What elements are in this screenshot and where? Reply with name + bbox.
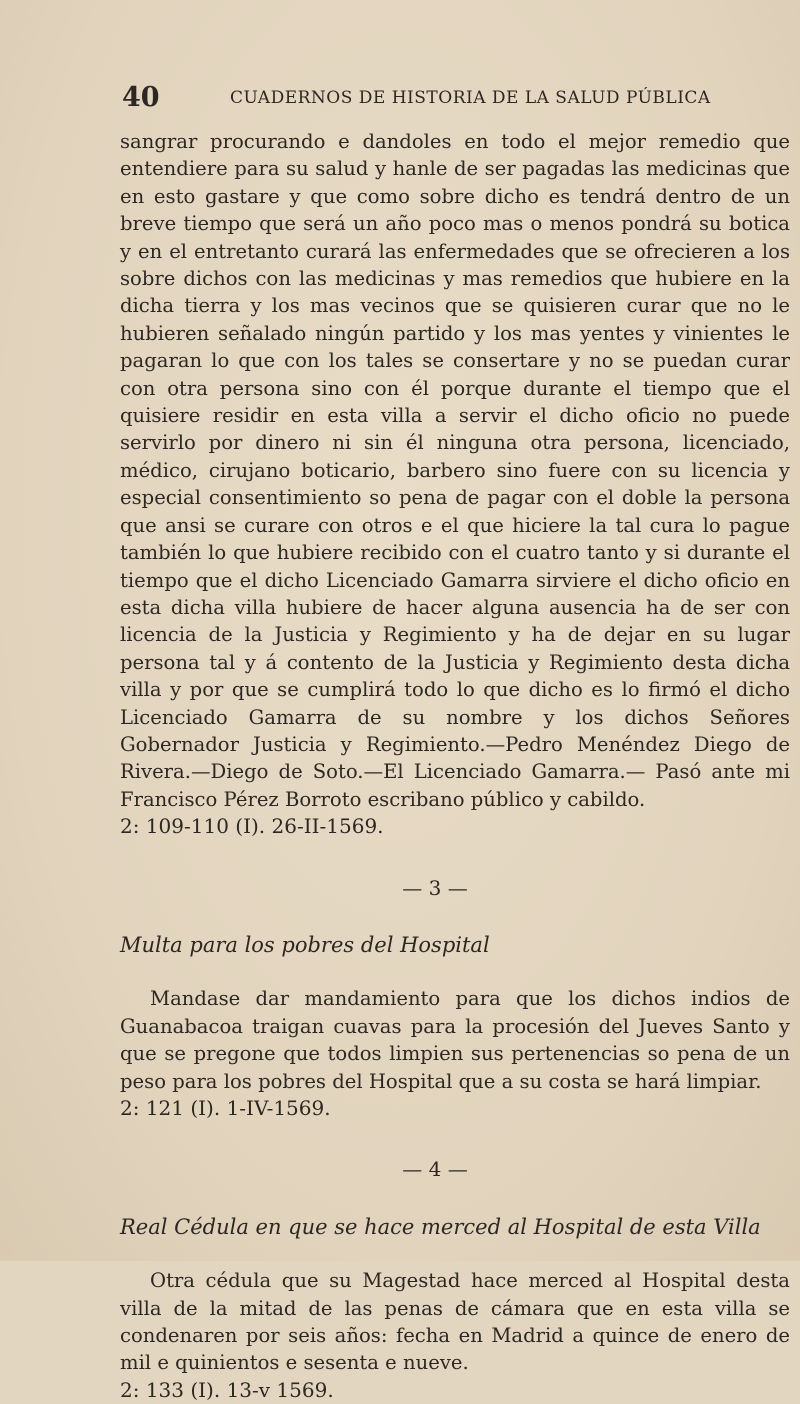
section-number: — 4 — (402, 1157, 468, 1182)
entry-reference: 2: 109-110 (I). 26-II-1569. (120, 814, 384, 839)
page-number: 40 (122, 82, 160, 113)
section-text: Mandase dar mandamiento para que los dichos indios de Guanabacoa traigan cuavas para la procesión del Jueves Santo y que se pregone que todos limpien sus pertenencias so pena de un peso para los pobres del Hospital que a su costa se hará limpiar. (120, 987, 790, 1093)
section-reference: 2: 121 (I). 1-IV-1569. (120, 1096, 331, 1120)
section-text: Otra cédula que su Magestad hace merced al Hospital desta villa de la mitad de las penas de cámara que en esta villa se condenaren por seis años: fecha en Madrid a quince de enero de mil e quinientos e sesenta e nueve. (120, 1269, 790, 1375)
entry-continuation-text: sangrar procurando e dandoles en todo el mejor remedio que entendiere para su salud y hanle de ser pagadas las medicinas que en esto gastare y que como sobre dicho es tendrá dentro de un breve tiempo que será un año poco mas o menos pondrá su botica y en el entretanto curará las enfermedades que se ofrecieren a los sobre dichos con las medicinas y mas remedios que hubiere en la dicha tierra y los mas vecinos que se quisieren curar que no le hubieren señalado ningún partido y los mas yentes y vinientes le pagaran lo que con los tales se consertare y no se puedan curar con otra persona sino con él porque durante el tiempo que el quisiere residir en esta villa a servir el dicho oficio no puede servirlo por dinero ni sin él ninguna otra persona, licenciado, médico, cirujano boticario, barbero sino fuere con su licencia y especial consentimiento so pena de pagar con el doble la persona que ansi se curare con otros e el que hiciere la tal cura lo pague también lo que hubiere recibido con el cuatro tanto y si durante el tiempo que el dicho Licenciado Gamarra sirviere el dicho oficio en esta dicha villa hubiere de hacer alguna ausencia ha de ser con licencia de la Justicia y Regimiento y ha de dejar en su lugar persona tal y á contento de la Justicia y Regimiento desta dicha villa y por que se cumplirá todo lo que dicho es lo firmó el dicho Licenciado Gamarra de su nombre y los dichos Señores Gobernador Justicia y Regimiento.—Pedro Menéndez Diego de Rivera.—Diego de Soto.—El Licenciado Gamarra.— Pasó ante mi Francisco Pérez Borroto escribano público y cabildo. (120, 130, 790, 811)
page-header (122, 78, 711, 118)
section-number: — 3 — (402, 875, 468, 900)
section-reference: 2: 133 (I). 13-v 1569. (120, 1377, 334, 1402)
body-text (120, 128, 790, 1404)
section-title: Multa para los pobres del Hospital (120, 932, 490, 957)
section-title: Real Cédula en que se hace merced al Hospital de esta Villa (120, 1214, 761, 1239)
running-title: CUADERNOS DE HISTORIA DE LA SALUD PÚBLICA (230, 88, 711, 108)
